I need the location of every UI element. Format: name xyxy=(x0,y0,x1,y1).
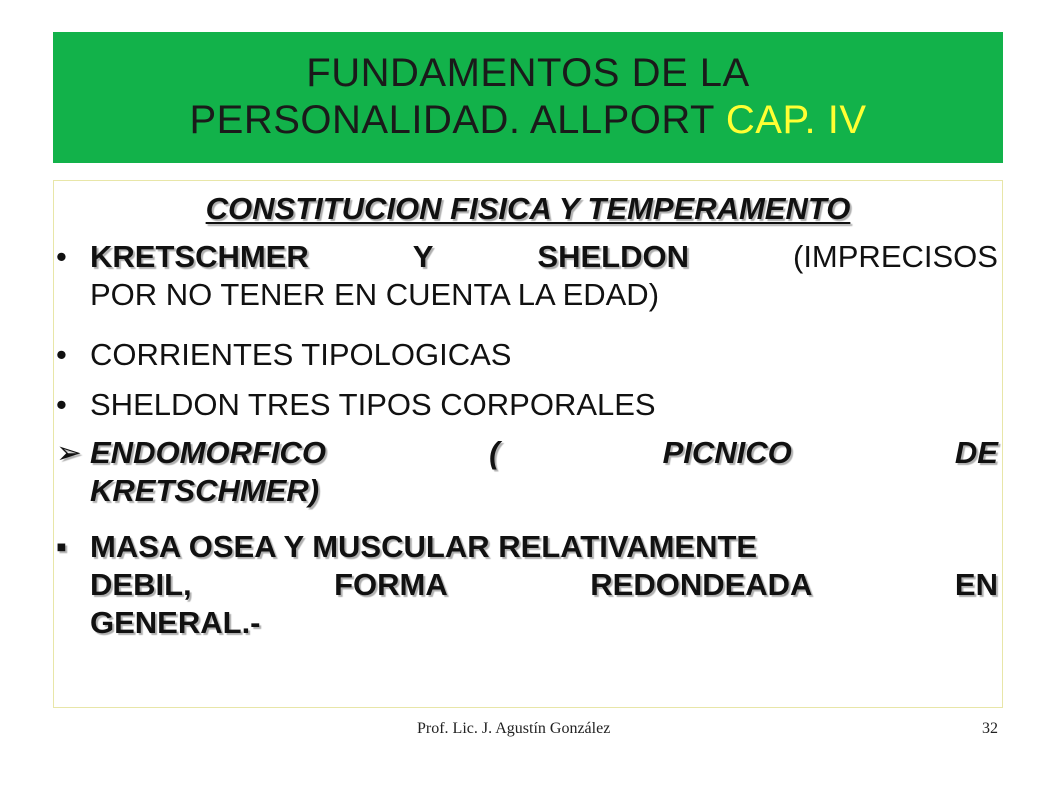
bullet-line xyxy=(90,566,998,604)
bullet-line: POR NO TENER EN CUENTA LA EDAD) xyxy=(90,277,660,312)
bullet-word: EN xyxy=(954,567,998,602)
square-bullet-icon: ▪ xyxy=(56,529,67,564)
bullet-word: ( xyxy=(489,435,500,470)
bullet-line: GENERAL.- xyxy=(90,605,261,640)
arrow-bullet-icon: ➢ xyxy=(56,435,82,470)
slide-title-line1: FUNDAMENTOS DE LA xyxy=(306,51,750,95)
slide-title-main: PERSONALIDAD. ALLPORT xyxy=(189,98,715,142)
footer-author: Prof. Lic. J. Agustín González xyxy=(417,720,611,737)
footer-page-number: 32 xyxy=(982,720,998,737)
bullet-line xyxy=(90,238,998,276)
bullet-marker: • xyxy=(56,337,67,372)
section-subtitle: CONSTITUCION FISICA Y TEMPERAMENTO xyxy=(205,191,851,226)
slide-title-line2 xyxy=(53,97,1003,144)
bullet-word: KRETSCHMER xyxy=(90,239,309,274)
bullet-line xyxy=(90,434,998,472)
content-box xyxy=(53,180,1003,708)
bullet-word: DE xyxy=(954,435,998,470)
bullet-line: KRETSCHMER) xyxy=(90,473,320,508)
bullet-word: REDONDEADA xyxy=(590,567,813,602)
bullet-word: PICNICO xyxy=(662,435,792,470)
bullet-word: DEBIL, xyxy=(90,567,192,602)
bullet-word: SHELDON xyxy=(537,239,689,274)
bullet-marker: • xyxy=(56,239,67,274)
bullet-marker: • xyxy=(56,387,67,422)
bullet-text: SHELDON TRES TIPOS CORPORALES xyxy=(90,387,656,422)
bullet-text: CORRIENTES TIPOLOGICAS xyxy=(90,337,512,372)
bullet-word: FORMA xyxy=(334,567,448,602)
slide-title-accent: CAP. IV xyxy=(725,98,867,142)
bullet-word: Y xyxy=(412,239,434,274)
bullet-line: MASA OSEA Y MUSCULAR RELATIVAMENTE xyxy=(90,529,758,564)
slide-title-bar xyxy=(53,32,1003,163)
bullet-word: (IMPRECISOS xyxy=(793,239,998,274)
bullet-word: ENDOMORFICO xyxy=(90,435,326,470)
